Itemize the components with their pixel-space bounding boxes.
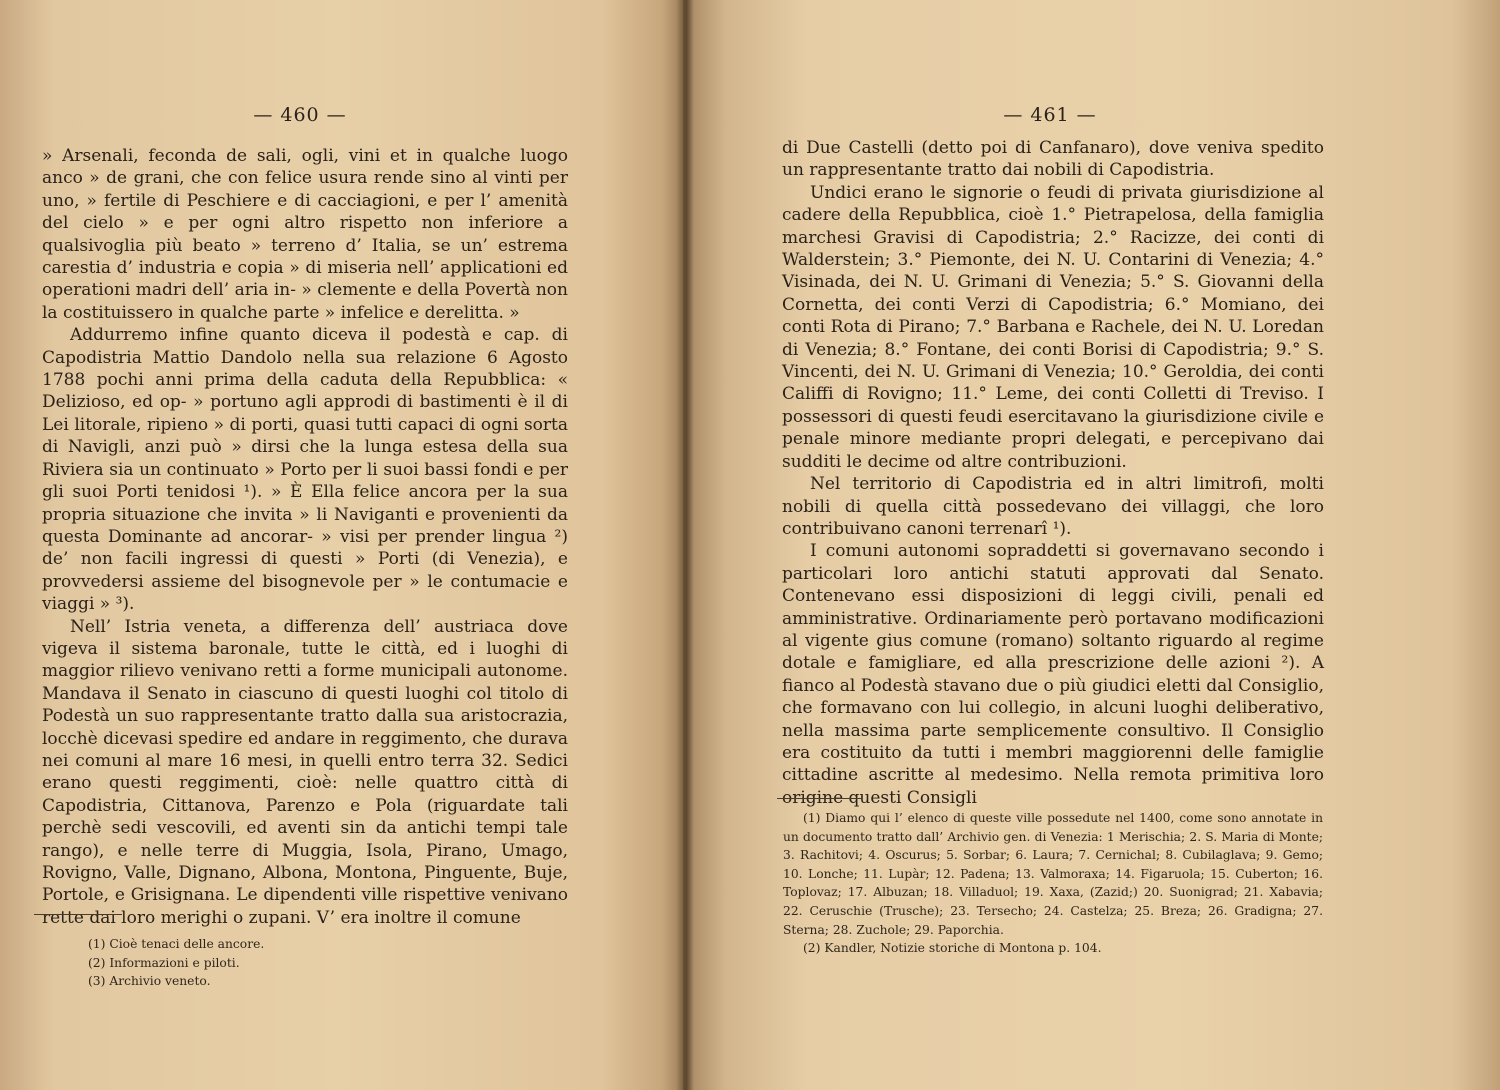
footnote: (3) Archivio veneto. <box>88 974 211 989</box>
body-text <box>782 137 1324 809</box>
footnote-divider <box>777 798 862 799</box>
footnotes <box>88 935 488 991</box>
paragraph: di Due Castelli (detto poi di Canfanaro), dove veniva spedito un rappresentante tratto dai nobili di Capodistria. <box>782 138 1324 181</box>
book-spine-shadow <box>676 0 694 1090</box>
left-page <box>0 0 683 1090</box>
footnote: (2) Informazioni e piloti. <box>88 955 240 970</box>
paragraph: Nell’ Istria veneta, a differenza dell’ austriaca dove vigeva il sistema baronale, tutte le città, ed i luoghi di maggior rilievo venivano retti a forme municipali autonome. Mandava il Senato in ciascuno di questi luoghi col titolo di Podestà un suo rappresentante tratto dalla sua aristocrazia, locchè dicevasi spedire ed andare in reggimento, che durava nei comuni al mare 16 mesi, in quelli entro terra 32. Sedici erano questi reggimenti, cioè: nelle quattro città di Capodistria, Cittanova, Parenzo e Pola (riguardate tali perchè sedi vescovili, ed aventi sin da antichi tempi tale rango), e nelle terre di Muggia, Isola, Pirano, Umago, Rovigno, Valle, Dignano, Albona, Montona, Pinguente, Buje, Portole, e Grisignana. Le dipendenti ville rispettive venivano rette dai loro merighi o zupani. V’ era inoltre il comune <box>42 616 568 928</box>
footnote: (1) Diamo qui l’ elenco di queste ville possedute nel 1400, come sono annotate in un documento tratto dall’ Archivio gen. di Venezia: 1 Merischia; 2. S. Maria di Monte; 3. Rachitovi; 4. Oscurus; 5. Sorbar; 6. Laura; 7. Cernichal; 8. Cubilaglava; 9. Gemo; 10. Lonche; 11. Lupàr; 12. Padena; 13. Valmoraxa; 14. Figaruola; 15. Cuberton; 16. Toplovaz; 17. Albuzan; 18. Villaduol; 19. Xaxa, (Zazid;) 20. Suonigrad; 21. Xabavia; 22. Ceruschie (Trusche); 23. Tersecho; 24. Castelza; 25. Breza; 26. Gradigna; 27. Sterna; 28. Zuchole; 29. Paporchia. <box>783 811 1323 937</box>
paragraph: Undici erano le signorie o feudi di privata giurisdizione al cadere della Repubblica, cioè 1.° Pietrapelosa, della famiglia marchesi Gravisi di Capodistria; 2.° Racizze, dei conti di Walderstein; 3.° Piemonte, dei N. U. Contarini di Venezia; 4.° Visinada, dei N. U. Grimani di Venezia; 5.° S. Giovanni della Cornetta, dei conti Verzi di Capodistria; 6.° Momiano, dei conti Rota di Pirano; 7.° Barbana e Rachele, dei N. U. Loredan di Venezia; 8.° Fontane, dei conti Borisi di Capodistria; 9.° S. Vincenti, dei N. U. Grimani di Venezia; 10.° Geroldia, dei conti Califfi di Rovigno; 11.° Leme, dei conti Colletti di Treviso. I possessori di questi feudi esercitavano la giurisdizione civile e penale minore mediante propri delegati, e percepivano dai sudditi le decime od altre contribuzioni. <box>782 182 1324 472</box>
footnote: (2) Kandler, Notizie storiche di Montona p. 104. <box>803 941 1102 956</box>
paragraph: I comuni autonomi sopraddetti si governavano secondo i particolari loro antichi statuti approvati dal Senato. Contenevano essi disposizioni di leggi civili, penali ed amministrative. Ordinariamente però portavano modificazioni al vigente gius comune (romano) soltanto riguardo al regime dotale e famigliare, ed alla prescrizione delle azioni ²). A fianco al Podestà stavano due o più giudici eletti dal Consiglio, che formavano con lui collegio, in alcuni luoghi deliberativo, nella massima parte semplicemente consultivo. Il Consiglio era costituito da tutti i membri maggiorenni delle famiglie cittadine ascritte al medesimo. Nella remota primitiva loro origine questi Consigli <box>782 541 1324 808</box>
right-page <box>685 0 1500 1090</box>
paragraph: Nel territorio di Capodistria ed in altri limitrofi, molti nobili di quella città possedevano dei villaggi, che loro contribuivano canoni terrenarî ¹). <box>782 474 1324 539</box>
page-number: — 460 — <box>253 104 347 126</box>
page-number: — 461 — <box>1003 104 1097 126</box>
paragraph: » Arsenali, feconda de sali, ogli, vini et in qualche luogo anco » de grani, che con felice usura rende sino al vinti per uno, » fertile di Peschiere e di cacciagioni, e per l’ amenità del cielo » e per ogni altro rispetto non inferiore a qualsivoglia più beato » terreno d’ Italia, se un’ estrema carestia d’ industria e copia » di miseria nell’ applicationi ed operationi madri dell’ aria in- » clemente e della Povertà non la costituissero in qualche parte » infelice e derelitta. » <box>42 146 568 323</box>
footnote-divider <box>34 914 122 915</box>
paragraph: Addurremo infine quanto diceva il podestà e cap. di Capodistria Mattio Dandolo nella sua relazione 6 Agosto 1788 pochi anni prima della caduta della Repubblica: « Delizioso, ed op- » portuno agli approdi di bastimenti è il di Lei litorale, ripieno » di porti, quasi tutti capaci di ogni sorta di Navigli, anzi può » dirsi che la lunga estesa della sua Riviera sia un continuato » Porto per li suoi bassi fondi e per gli suoi Porti tenidosi ¹). » È Ella felice ancora per la sua propria situazione che invita » li Naviganti e provenienti da questa Dominante ad ancorar- » visi per prender lingua ²) de’ non facili ingressi di questi » Porti (di Venezia), e provvedersi assieme del bisognevole per » le contumacie e viaggi » ³). <box>42 325 568 615</box>
footnote: (1) Cioè tenaci delle ancore. <box>88 937 265 951</box>
footnotes <box>783 809 1323 958</box>
body-text <box>42 145 568 929</box>
